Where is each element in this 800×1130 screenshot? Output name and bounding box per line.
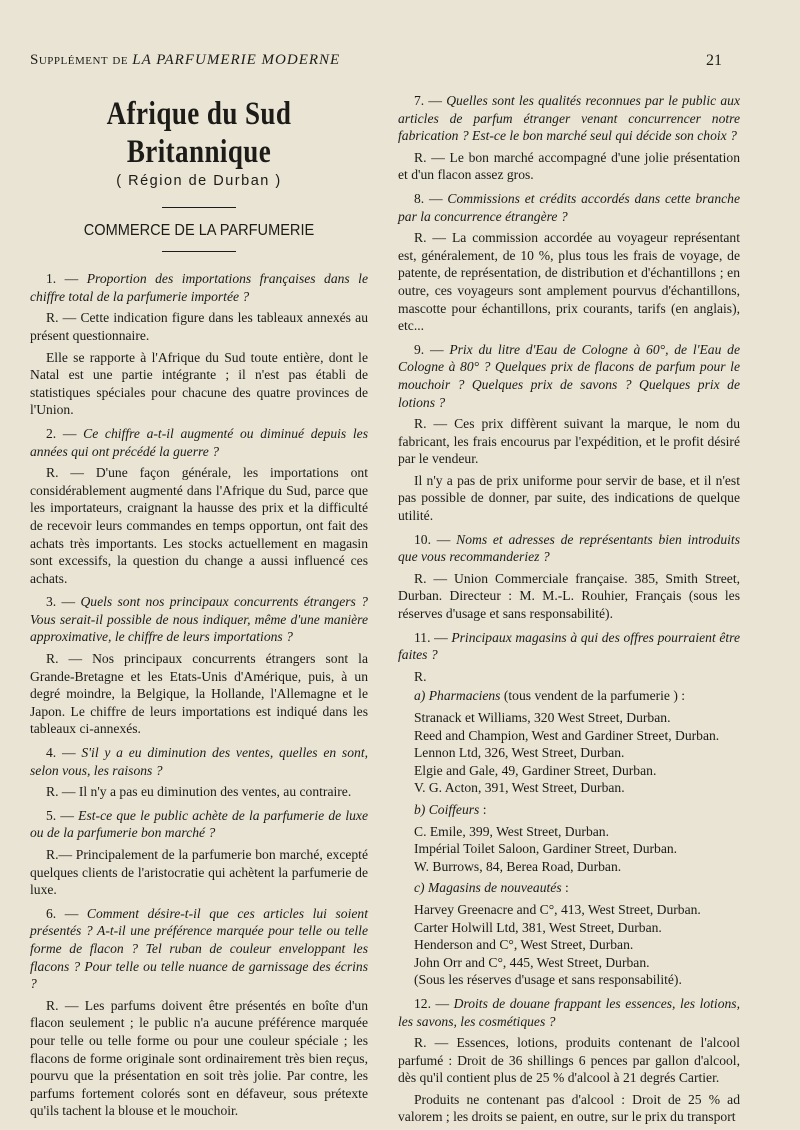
question-number: 9. —: [414, 341, 450, 357]
list-item: V. G. Acton, 391, West Street, Durban.: [414, 780, 625, 796]
answer-3: R. — Nos principaux concurrents étrangers sont la Grande-Bretagne et les Etats-Unis d'Amérique, puis, à un degré moindre, la Belgique, la Hollande, l'Allemagne et le Japon. Le chiffre de leurs importations est indiqué dans les tableaux ci-annexés.: [30, 651, 368, 737]
list-item: Impérial Toilet Saloon, Gardiner Street, Durban.: [414, 841, 678, 857]
group-note: :: [479, 801, 487, 817]
question-12: [398, 995, 740, 1030]
answer-9-continued: Il n'y a pas de prix uniforme pour servir de base, et il n'est pas possible de donner, par suite, des indications de quelque utilité.: [398, 472, 740, 524]
question-number: 1. —: [46, 271, 87, 287]
group-magasins: [398, 879, 740, 897]
list-item: W. Burrows, 84, Berea Road, Durban.: [414, 858, 622, 874]
group-pharmaciens: [398, 687, 740, 705]
section-heading: COMMERCE DE LA PARFUMERIE: [83, 221, 315, 239]
answer-12: R. — Essences, lotions, produits contenant de l'alcool parfumé : Droit de 36 shillings 6 pences par gallon d'alcool, dès qu'il contient plus de 25 % d'alcool à 21 degrés Cartier.: [398, 1035, 740, 1086]
answer-7: R. — Le bon marché accompagné d'une jolie présentation et d'un flacon assez gros.: [398, 149, 740, 183]
question-5: [30, 807, 368, 842]
answer-1: R. — Cette indication figure dans les tableaux annexés au présent questionnaire.: [30, 310, 368, 343]
question-3: [30, 593, 368, 646]
question-11: [398, 629, 740, 664]
group-letter: b): [414, 801, 429, 817]
question-text: Quels sont nos principaux concurrents étrangers ? Vous serait-il possible de nous indiquer, même d'une manière approximative, le chiffre de leurs importations ?: [30, 594, 368, 645]
list-item: Henderson and C°, West Street, Durban.: [414, 937, 634, 953]
question-text: Droits de douane frappant les essences, les lotions, les savons, les cosmétiques ?: [398, 995, 740, 1029]
left-column: [30, 92, 368, 1124]
group-note: (tous vendent de la parfumerie ) :: [500, 688, 686, 704]
list-item: Elgie and Gale, 49, Gardiner Street, Durban.: [414, 762, 657, 778]
question-text: Ce chiffre a-t-il augmenté ou diminué depuis les années qui ont précédé la guerre ?: [30, 425, 368, 459]
question-4: [30, 744, 368, 779]
list-item: Harvey Greenacre and C°, 413, West Street, Durban.: [414, 901, 701, 917]
group-note: :: [561, 880, 569, 896]
answer-1-continued: Elle se rapporte à l'Afrique du Sud toute entière, dont le Natal est une partie intégrante ; il n'est pas établi de statistiques spéciales pour chacune des quatre provinces de l'Union.: [30, 349, 368, 418]
article-subtitle: ( Région de Durban ): [116, 173, 282, 189]
running-head: [30, 52, 730, 69]
question-text: Proportion des importations françaises dans le chiffre total de la parfumerie importée ?: [30, 271, 368, 304]
article-title: Afrique du Sud Britannique: [106, 96, 292, 170]
title-divider: [162, 207, 236, 208]
question-number: 3. —: [46, 594, 81, 610]
right-column: [398, 92, 740, 1130]
question-number: 6. —: [46, 905, 87, 921]
list-item: Reed and Champion, West and Gardiner Street, Durban.: [414, 727, 720, 743]
question-number: 4. —: [46, 745, 82, 761]
question-1: [30, 270, 368, 305]
answer-11-label: R.: [414, 668, 427, 684]
list-item: (Sous les réserves d'usage et sans responsabilité).: [414, 972, 682, 988]
supplement-label: Supplément de: [30, 52, 129, 68]
list-item: Lennon Ltd, 326, West Street, Durban.: [414, 745, 625, 761]
group-heading: Magasins de nouveautés: [427, 880, 562, 896]
question-2: [30, 425, 368, 460]
section-divider: [162, 251, 236, 252]
group-heading: Pharmaciens: [428, 688, 501, 704]
answer-12-continued: Produits ne contenant pas d'alcool : Droit de 25 % ad valorem ; les droits se paient, en outre, sur le prix du transport: [398, 1091, 740, 1125]
question-7: [398, 92, 740, 145]
question-9: [398, 341, 740, 411]
question-number: 10. —: [414, 531, 457, 547]
magazine-name: LA PARFUMERIE MODERNE: [132, 52, 341, 68]
question-10: [398, 531, 740, 566]
question-text: Prix du litre d'Eau de Cologne à 60°, de l'Eau de Cologne à 80° ? Quelques prix de flacons de parfum pour le mouchoir ? Quelques prix de savons ? Quelques prix de lotions ?: [398, 341, 740, 410]
answer-8: R. — La commission accordée au voyageur représentant est, généralement, de 10 %, plus tous les frais de voyage, de patente, de représentation, de distribution et d'échantillons ; en outre, ces voyageurs sont amplement pourvus d'échantillons, mascotte pour échantillons, prix courants, tarifs (en anglais), etc...: [398, 230, 740, 334]
question-number: 11. —: [414, 629, 452, 645]
answer-6: R. — Les parfums doivent être présentés en boîte d'un flacon seulement ; le public n'a aucune préférence marquée pour telle ou telle forme ou pour une couleur spéciale ; les flacons de forme originale sont ordinairement très bien reçus, pourvu que la présentation en soit très jolie. Par contre, les parfums fortement colorés sont en défaveur, sous prétexte qu'ils tachent la blouse et le mouchoir.: [30, 997, 368, 1119]
page-number: 21: [706, 52, 722, 69]
answer-5: R.— Principalement de la parfumerie bon marché, excepté quelques clients de l'aristocratie qui achètent la parfumerie de luxe.: [30, 847, 368, 898]
list-item: C. Emile, 399, West Street, Durban.: [414, 823, 609, 839]
question-6: [30, 905, 368, 993]
question-text: Comment désire-t-il que ces articles lui soient présentés ? A-t-il une préférence marquée pour telle ou telle forme de flacon ? Tel ruban de couleur enveloppant les flacons ? Pour telle ou telle nuance de garnissage des écrins ?: [30, 905, 368, 992]
group-coiffeurs: [398, 801, 740, 819]
question-number: 8. —: [414, 190, 448, 206]
question-number: 12. —: [414, 995, 454, 1011]
question-text: S'il y a eu diminution des ventes, quelles en sont, selon vous, les raisons ?: [30, 745, 368, 778]
question-8: [398, 190, 740, 225]
question-text: Noms et adresses de représentants bien introduits que vous recommanderiez ?: [398, 531, 740, 565]
answer-2: R. — D'une façon générale, les importations ont considérablement augmenté dans l'Afrique du Sud, parce que les importateurs, craignant la hausse des prix et la difficulté de recevoir leurs commandes en temps opportun, ont fait des achats très importants. Les stocks actuellement en magasin sont excessifs, la question du change a aussi influencé ces achats.: [30, 465, 368, 586]
group-letter: c): [414, 880, 428, 896]
answer-4: R. — Il n'y a pas eu diminution des ventes, au contraire.: [46, 784, 352, 800]
question-number: 5. —: [46, 807, 79, 823]
question-text: Est-ce que le public achète de la parfumerie de luxe ou de la parfumerie bon marché ?: [30, 807, 368, 841]
question-number: 7. —: [414, 93, 447, 108]
list-item: John Orr and C°, 445, West Street, Durban.: [414, 954, 650, 970]
question-text: Quelles sont les qualités reconnues par le public aux articles de parfum étranger venant concurrencer notre fabrication ? Est-ce le bon marché seul qui décide son choix ?: [398, 93, 740, 144]
group-heading: Coiffeurs: [428, 801, 480, 817]
list-item: Carter Holwill Ltd, 381, West Street, Durban.: [414, 919, 662, 935]
question-text: Commissions et crédits accordés dans cette branche par la concurrence étrangère ?: [398, 190, 740, 224]
question-number: 2. —: [46, 425, 84, 441]
group-letter: a): [414, 688, 429, 704]
answer-10: R. — Union Commerciale française. 385, Smith Street, Durban. Directeur : M. M.-L. Rouhier, Français (sous les réserves d'usage et sans responsabilité).: [398, 570, 740, 622]
answer-9: R. — Ces prix diffèrent suivant la marque, le nom du fabricant, les frais encourus par l'expédition, et le profit désiré par le vendeur.: [398, 416, 740, 467]
question-text: Principaux magasins à qui des offres pourraient être faites ?: [398, 629, 740, 663]
list-item: Stranack et Williams, 320 West Street, Durban.: [414, 710, 671, 725]
